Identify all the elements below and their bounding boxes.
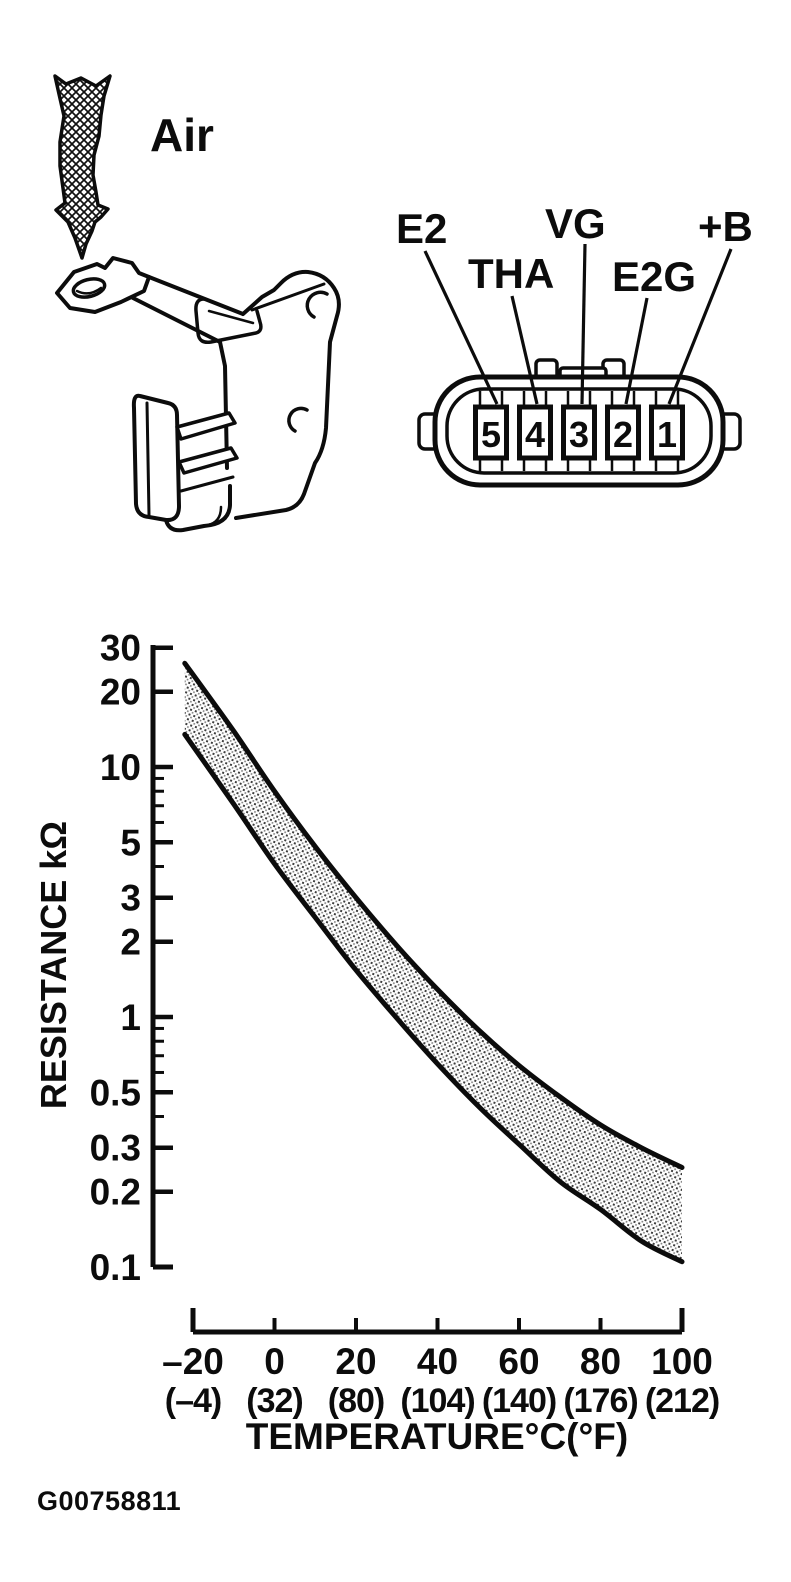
resistance-band-fill — [185, 663, 682, 1261]
connector-diagram — [396, 200, 753, 485]
x-tick-label-fahrenheit: (80) — [327, 1382, 385, 1420]
figure-id: G00758811 — [37, 1486, 182, 1516]
x-tick-label-celsius: 20 — [335, 1341, 377, 1382]
x-tick-label-fahrenheit: (176) — [563, 1382, 638, 1420]
air-flow-arrow-icon — [55, 76, 110, 258]
x-tick-label-fahrenheit: (104) — [400, 1382, 475, 1420]
pin-terminals — [476, 407, 683, 458]
resistance-chart — [33, 628, 719, 1457]
maf-sensor-drawing — [57, 258, 339, 530]
y-tick-label: 0.2 — [89, 1171, 141, 1213]
x-tick-label-fahrenheit: (32) — [246, 1382, 303, 1420]
x-tick-label-fahrenheit: (–4) — [164, 1382, 222, 1420]
air-label: Air — [150, 109, 214, 161]
y-tick-label: 5 — [120, 822, 141, 864]
pin-number: 1 — [656, 414, 678, 455]
band-upper-curve — [185, 663, 682, 1167]
y-tick-label: 20 — [99, 671, 141, 713]
pin-number: 2 — [612, 414, 634, 455]
x-tick-label-celsius: 60 — [498, 1341, 540, 1382]
pin-signal-label: VG — [545, 200, 606, 247]
pin-signal-label: E2G — [612, 253, 697, 300]
x-tick-label-celsius: 80 — [579, 1341, 622, 1382]
y-tick-label: 2 — [120, 921, 141, 963]
resistance-band — [185, 663, 682, 1261]
y-tick-label: 30 — [99, 627, 141, 669]
y-tick-label: 0.5 — [89, 1072, 141, 1114]
y-tick-label: 3 — [120, 877, 141, 919]
pin-number: 5 — [480, 414, 502, 455]
pin-signal-label: E2 — [396, 205, 448, 252]
x-tick-label-celsius: –20 — [162, 1341, 224, 1382]
pin-signal-label: +B — [698, 203, 753, 250]
x-tick-label-celsius: 0 — [264, 1341, 285, 1382]
pin-signal-labels — [396, 200, 753, 300]
y-tick-label: 0.3 — [89, 1127, 141, 1169]
x-tick-label-fahrenheit: (212) — [644, 1382, 720, 1420]
x-axis-title: TEMPERATURE°C(°F) — [245, 1416, 629, 1457]
air-arrow-shape — [55, 76, 110, 258]
y-axis — [90, 628, 173, 1288]
x-axis — [162, 1308, 719, 1420]
pin-signal-label: THA — [468, 250, 555, 297]
y-tick-label: 0.1 — [89, 1247, 141, 1288]
y-tick-label: 10 — [99, 747, 141, 788]
pin-number: 4 — [524, 414, 546, 455]
x-tick-label-celsius: 100 — [651, 1341, 713, 1382]
y-axis-title: RESISTANCE kΩ — [33, 820, 74, 1110]
x-tick-label-celsius: 40 — [416, 1341, 459, 1382]
x-tick-label-fahrenheit: (140) — [481, 1382, 557, 1420]
pin-number: 3 — [568, 414, 590, 455]
y-tick-label: 1 — [120, 997, 141, 1038]
